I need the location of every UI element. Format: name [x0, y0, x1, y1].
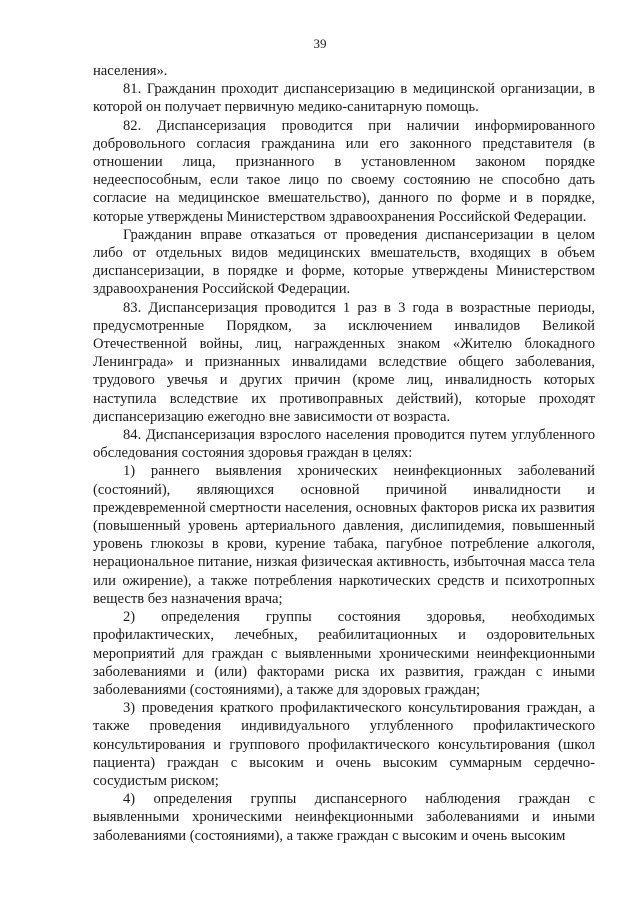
paragraph-83: 83. Диспансеризация проводится 1 раз в 3 года в возрастные периоды, предусмотренные Порядком, за исключением инвалидов Великой Отечественной войны, лиц, награжденных знаком «Жителю блокадного Ленинграда» и признанных инвалидами вследствие общего заболевания, трудового увечья и других причин (кроме лиц, инвалидность которых наступила вследствие их противоправных действий), которые проходят диспансеризацию ежегодно вне зависимости от возраста.	[93, 299, 595, 425]
paragraph-81: 81. Гражданин проходит диспансеризацию в медицинской организации, в которой он получает первичную медико-санитарную помощь.	[93, 81, 595, 116]
paragraph-continuation: населения».	[93, 63, 168, 79]
paragraph-84-item-2: 2) определения группы состояния здоровья, необходимых профилактических, лечебных, реабилитационных и оздоровительных мероприятий для граждан с выявленными хроническими неинфекционными заболеваниями и (или) факторами риска их развития, граждан с иными заболеваниями (состояниями), а также для здоровых граждан;	[93, 609, 595, 698]
paragraph-84: 84. Диспансеризация взрослого населения проводится путем углубленного обследования состояния здоровья граждан в целях:	[93, 427, 595, 462]
paragraph-84-item-4: 4) определения группы диспансерного наблюдения граждан с выявленными хроническими неинфекционными заболеваниями и иными заболеваниями (состояниями), а также граждан с высоким и очень высоким	[93, 791, 595, 844]
document-body	[93, 62, 595, 845]
paragraph-82-refusal: Гражданин вправе отказаться от проведения диспансеризации в целом либо от отдельных видов медицинских вмешательств, входящих в объем диспансеризации, в порядке и форме, которые утверждены Министерством здравоохранения Российской Федерации.	[93, 226, 595, 298]
paragraph-82: 82. Диспансеризация проводится при наличии информированного добровольного согласия гражданина или его законного представителя (в отношении лица, признанного в установленном законом порядке недееспособным, если такое лицо по своему состоянию не способно дать согласие на медицинское вмешательство), данного по форме и в порядке, которые утверждены Министерством здравоохранения Российской Федерации.	[93, 117, 595, 225]
paragraph-84-item-1: 1) раннего выявления хронических неинфекционных заболеваний (состояний), являющихся основной причиной инвалидности и преждевременной смертности населения, основных факторов риска их развития (повышенный уровень артериального давления, дислипидемия, повышенный уровень глюкозы в крови, курение табака, пагубное потребление алкоголя, нерациональное питание, низкая физическая активность, избыточная масса тела или ожирение), а также потребления наркотических средств и психотропных веществ без назначения врача;	[93, 463, 595, 607]
paragraph-84-item-3: 3) проведения краткого профилактического консультирования граждан, а также проведения индивидуального углубленного профилактического консультирования и группового профилактического консультирования (школ пациента) граждан с высоким и очень высоким суммарным сердечно-сосудистым риском;	[93, 700, 595, 789]
page-number: 39	[313, 36, 327, 51]
